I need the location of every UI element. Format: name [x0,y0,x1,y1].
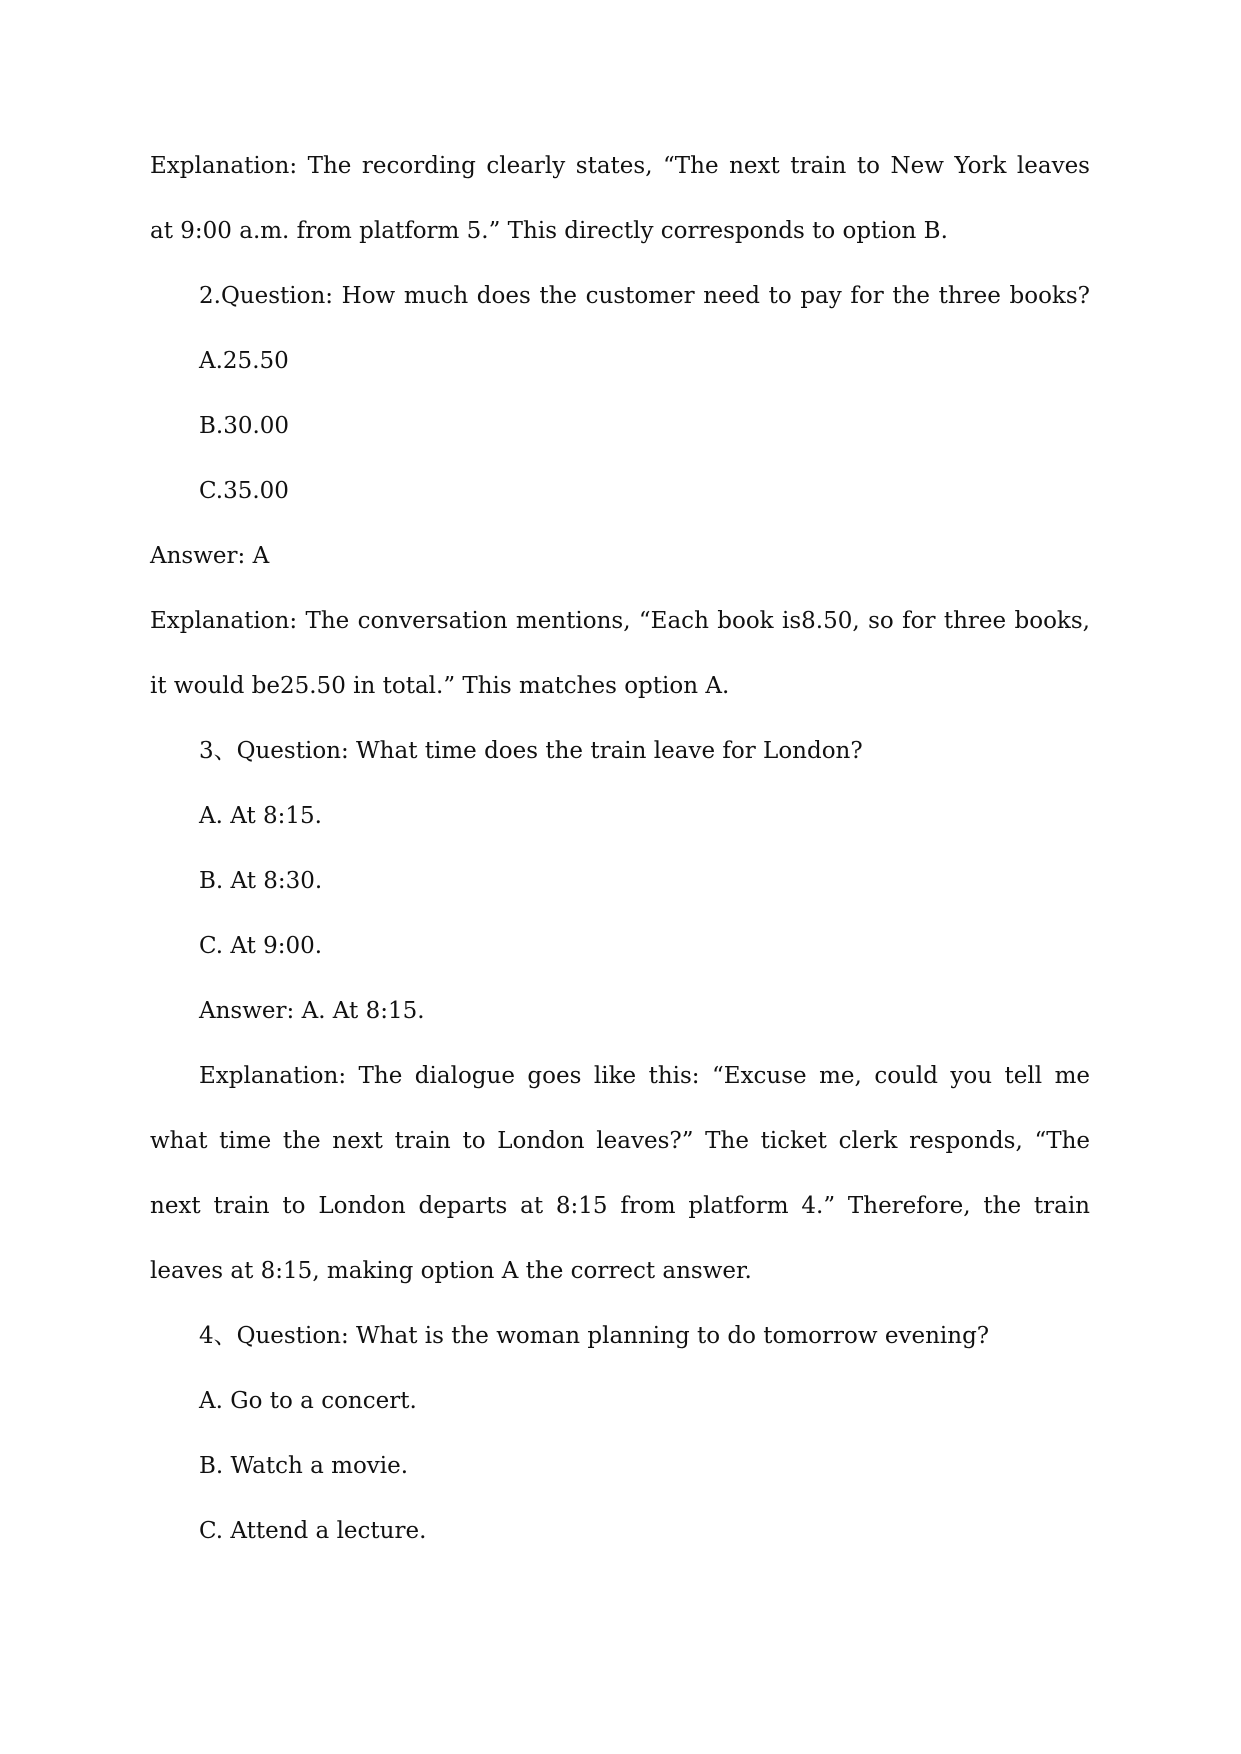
q2-option-b: B.30.00 [199,413,290,439]
q3-explanation-line-3: next train to London departs at 8:15 from platform 4.” Therefore, the train [150,1193,1090,1219]
q4-option-b: B. Watch a movie. [199,1453,409,1479]
q2-option-c: C.35.00 [199,478,289,504]
q2-option-a: A.25.50 [199,348,289,374]
q1-explanation-line-1: Explanation: The recording clearly states, “The next train to New York leaves [150,153,1090,179]
q4-option-c: C. Attend a lecture. [199,1518,427,1544]
q3-answer: Answer: A. At 8:15. [199,998,425,1024]
q4-question: 4、Question: What is the woman planning to do tomorrow evening? [199,1323,990,1349]
q3-option-c: C. At 9:00. [199,933,323,959]
q3-explanation-line-1: Explanation: The dialogue goes like this: “Excuse me, could you tell me [199,1063,1090,1089]
q2-explanation-line-2: it would be25.50 in total.” This matches option A. [150,673,730,699]
q2-explanation-line-1: Explanation: The conversation mentions, “Each book is8.50, so for three books, [150,608,1090,634]
q3-option-b: B. At 8:30. [199,868,323,894]
q4-option-a: A. Go to a concert. [199,1388,417,1414]
q2-question: 2.Question: How much does the customer need to pay for the three books? [199,283,1090,309]
q1-explanation-line-2: at 9:00 a.m. from platform 5.” This directly corresponds to option B. [150,218,948,244]
q3-explanation-line-2: what time the next train to London leaves?” The ticket clerk responds, “The [150,1128,1090,1154]
q3-option-a: A. At 8:15. [199,803,322,829]
q3-explanation-line-4: leaves at 8:15, making option A the correct answer. [150,1258,752,1284]
q2-answer: Answer: A [150,543,270,569]
q3-question: 3、Question: What time does the train leave for London? [199,738,863,764]
